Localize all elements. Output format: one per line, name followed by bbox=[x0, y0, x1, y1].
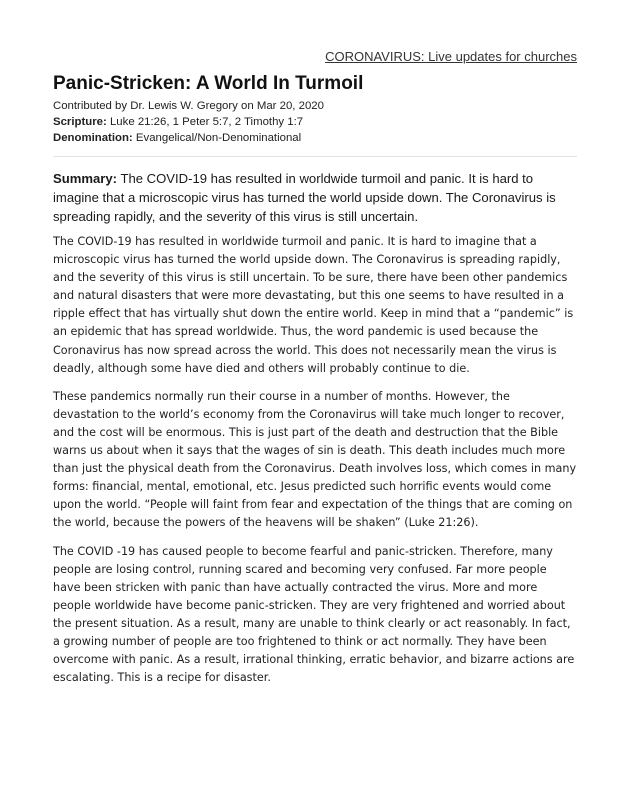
denomination-value: Evangelical/Non-Denominational bbox=[132, 132, 302, 144]
contributor-line: Contributed by Dr. Lewis W. Gregory on Mar 20, 2020 bbox=[53, 100, 324, 112]
article-page bbox=[53, 48, 577, 697]
scripture-label: Scripture: bbox=[53, 116, 107, 128]
summary-text: The COVID-19 has resulted in worldwide turmoil and panic. It is hard to imagine that a microscopic virus has turned the world upside down. The Coronavirus is spreading rapidly, and the severity of this virus is still uncertain. bbox=[53, 171, 556, 224]
summary bbox=[53, 169, 577, 226]
body-paragraph-3: The COVID -19 has caused people to become fearful and panic-stricken. Therefore, many people are losing control, running scared and becoming very confused. Far more people have been stricken with panic than have actually contracted the virus. More and more people worldwide have become panic-stricken. They are very frightened and worried about the present situation. As a result, many are unable to think clearly or act reasonably. In fact, a growing number of people are too frightened to think or act normally. They have been overcome with panic. As a result, irrational thinking, erratic behavior, and bizarre actions are escalating. This is a recipe for disaster. bbox=[53, 544, 575, 685]
body-paragraph-1: The COVID-19 has resulted in worldwide turmoil and panic. It is hard to imagine that a microscopic virus has turned the world upside down. The Coronavirus is spreading rapidly, and the severity of this virus is still uncertain. To be sure, there have been other pandemics and natural disasters that were more devastating, but this one seems to have resulted in a ripple effect that has virtually shut down the entire world. Keep in mind that a “pandemic” is an epidemic that has spread worldwide. Thus, the word pandemic is used because the Coronavirus has now spread across the world. This does not necessarily mean the virus is deadly, although some have died and others will probably continue to die. bbox=[53, 235, 574, 375]
article-title: Panic-Stricken: A World In Turmoil bbox=[53, 73, 364, 94]
body-paragraph-2: These pandemics normally run their course in a number of months. However, the devastation to the world’s economy from the Coronavirus will take much longer to recover, and the cost will be enormous. This is just part of the death and destruction that the Bible warns us about when it says that the wages of sin is death. This death includes much more than just the physical death from the Coronavirus. Death involves loss, which comes in many forms: financial, mental, emotional, etc. Jesus predicted such horrific events would come upon the world. “People will faint from fear and expectation of the things that are coming on the world, because the powers of the heavens will be shaken” (Luke 21:26). bbox=[53, 389, 577, 530]
top-link-row bbox=[53, 48, 577, 66]
scripture-value: Luke 21:26, 1 Peter 5:7, 2 Timothy 1:7 bbox=[106, 116, 304, 128]
denomination-line bbox=[53, 130, 577, 146]
denomination-label: Denomination: bbox=[53, 132, 133, 144]
scripture-line bbox=[53, 114, 577, 130]
summary-label: Summary: bbox=[53, 171, 118, 186]
divider bbox=[53, 156, 577, 157]
coronavirus-updates-link[interactable]: CORONAVIRUS: Live updates for churches bbox=[325, 49, 577, 64]
